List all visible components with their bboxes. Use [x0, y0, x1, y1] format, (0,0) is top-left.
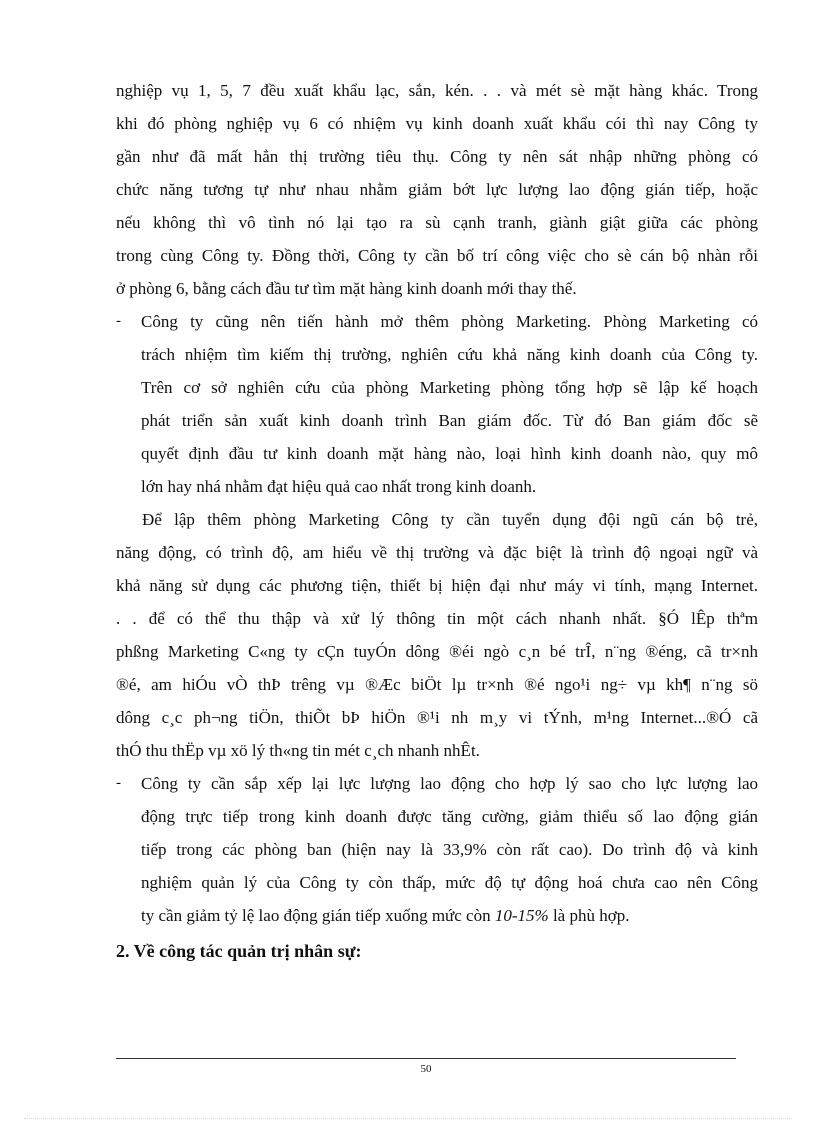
text-line: ®é, am hiÓu vÒ thÞ trêng vµ ®Æc biÖt lµ tr×nh ®é ngo¹i ng÷ vµ kh¶ n¨ng sö [116, 675, 758, 694]
page-bottom-border [24, 1118, 792, 1119]
text-line: nghiệp vụ 1, 5, 7 đều xuất khẩu lạc, sắn, kén. . . và mét sè mặt hàng khác. Trong [116, 81, 758, 100]
text-line: trách nhiệm tìm kiếm thị trường, nghiên cứu khả năng kinh doanh của Công ty. [141, 345, 758, 364]
paragraph-1 [116, 74, 758, 305]
bullet-item-labor [116, 767, 758, 932]
paragraph-2 [116, 503, 758, 767]
text-line: thÓ thu thËp vµ xö lý th«ng tin mét c¸ch nhanh nhÊt. [116, 741, 480, 760]
text-line: Trên cơ sở nghiên cứu của phòng Marketing phòng tổng hợp sẽ lập kế hoạch [141, 378, 758, 397]
text-line: gần như đã mất hẳn thị trường tiêu thụ. Công ty nên sát nhập những phòng có [116, 147, 758, 166]
bullet-marker: - [116, 775, 121, 791]
text-line: năng động, có trình độ, am hiểu về thị trường và đặc biệt là trình độ ngoại ngữ và [116, 543, 758, 562]
section-heading: 2. Về công tác quản trị nhân sự: [116, 941, 362, 961]
text-line: khi đó phòng nghiệp vụ 6 có nhiệm vụ kinh doanh xuất khẩu cói thì nay Công ty [116, 114, 758, 133]
page-number: 50 [420, 1063, 432, 1075]
text-line: quyết định đầu tư kinh doanh mặt hàng nào, loại hình kinh doanh nào, quy mô [141, 444, 758, 463]
italic-percentage: 10-15% [494, 906, 549, 925]
text-line: tiếp trong các phòng ban (hiện nay là 33,9% còn rất cao). Do trình độ và kinh [141, 840, 758, 859]
footer-divider [116, 1058, 736, 1059]
bullet-item-marketing [116, 305, 758, 503]
text-segment: là phù hợp. [548, 906, 630, 925]
text-line: dông c¸c ph¬ng tiÖn, thiÕt bÞ hiÖn ®¹i nh m¸y vi tÝnh, m¹ng Internet...®Ó cã [116, 708, 758, 727]
text-line: ở phòng 6, bằng cách đầu tư tìm mặt hàng kinh doanh mới thay thế. [116, 279, 577, 298]
text-line: Để lập thêm phòng Marketing Công ty cần tuyển dụng đội ngũ cán bộ trẻ, [142, 510, 758, 529]
text-line: trong cùng Công ty. Đồng thời, Công ty cần bố trí công việc cho sè cán bộ nhàn rỗi [116, 246, 758, 265]
text-line: động trực tiếp trong kinh doanh được tăng cường, giảm thiểu số lao động gián [141, 807, 758, 826]
text-line: phßng Marketing C«ng ty cÇn tuyÓn dông ®éi ngò c¸n bé trÎ, n¨ng ®éng, cã tr×nh [116, 642, 758, 661]
page-content [116, 74, 758, 968]
text-line: khả năng sử dụng các phương tiện, thiết bị hiện đại như máy vi tính, mạng Internet. [116, 576, 758, 595]
text-line: lớn hay nhá nhằm đạt hiệu quả cao nhất trong kinh doanh. [141, 477, 537, 496]
text-line: phát triển sản xuất kinh doanh trình Ban giám đốc. Từ đó Ban giám đốc sẽ [141, 411, 758, 430]
text-line [141, 899, 758, 932]
text-line: nghiệm quản lý của Công ty còn thấp, mức độ tự động hoá chưa cao nên Công [141, 873, 758, 892]
text-line: Công ty cũng nên tiến hành mở thêm phòng Marketing. Phòng Marketing có [141, 312, 758, 331]
text-line: chức năng tương tự như nhau nhằm giảm bớt lực lượng lao động gián tiếp, hoặc [116, 180, 758, 199]
bullet-marker: - [116, 313, 121, 329]
text-segment: ty cần giảm tỷ lệ lao động gián tiếp xuống mức còn [141, 906, 495, 925]
text-line: Công ty cần sắp xếp lại lực lượng lao động cho hợp lý sao cho lực lượng lao [141, 774, 758, 793]
text-line: . . để có thể thu thập và xử lý thông tin một cách nhanh nhất. §Ó lÊp thªm [116, 609, 758, 628]
text-line: nếu không thì vô tình nó lại tạo ra sù cạnh tranh, giành giật giữa các phòng [116, 213, 758, 232]
